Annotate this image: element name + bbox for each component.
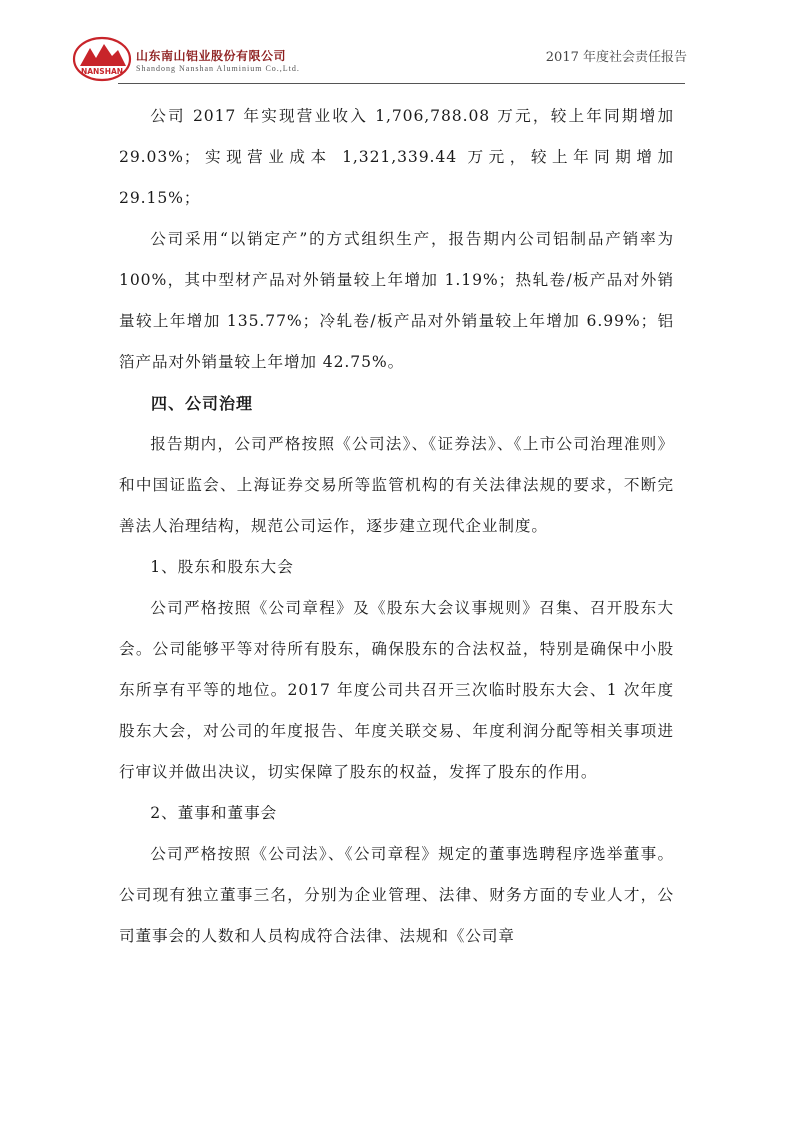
report-title: 2017 年度社会责任报告 bbox=[545, 50, 687, 65]
page-header bbox=[0, 0, 793, 92]
nanshan-logo bbox=[72, 36, 132, 82]
paragraph-shareholders: 公司严格按照《公司章程》及《股东大会议事规则》召集、召开股东大会。公司能够平等对待所有股东，确保股东的合法权益，特别是确保中小股东所享有平等的地位。2017 年度公司共召开三次临时股东大会、1 次年度股东大会，对公司的年度报告、年度关联交易、年度利润分配等相关事项进行审议并做出决议，切实保障了股东的权益，发挥了股东的作用。 bbox=[119, 599, 674, 781]
paragraph-sales: 公司采用“以销定产”的方式组织生产，报告期内公司铝制品产销率为 100%，其中型材产品对外销量较上年增加 1.19%；热轧卷/板产品对外销量较上年增加 135.77%；冷轧卷/板产品对外销量较上年增加 6.99%；铝箔产品对外销量较上年增加 42.75%。 bbox=[119, 230, 674, 371]
logo-text: NANSHAN bbox=[80, 67, 124, 76]
subheading-directors: 2、董事和董事会 bbox=[150, 804, 278, 822]
paragraph-revenue: 公司 2017 年实现营业收入 1,706,788.08 万元，较上年同期增加 29.03%；实现营业成本 1,321,339.44 万元，较上年同期增加 29.15%； bbox=[119, 107, 674, 207]
subheading-shareholders: 1、股东和股东大会 bbox=[150, 558, 294, 576]
header-rule bbox=[118, 83, 685, 84]
company-name-en: Shandong Nanshan Aluminium Co.,Ltd. bbox=[136, 64, 300, 73]
paragraph-governance: 报告期内，公司严格按照《公司法》、《证券法》、《上市公司治理准则》和中国证监会、上海证券交易所等监管机构的有关法律法规的要求，不断完善法人治理结构，规范公司运作，逐步建立现代企业制度。 bbox=[119, 435, 674, 535]
section-heading: 四、公司治理 bbox=[151, 394, 254, 413]
paragraph-directors: 公司严格按照《公司法》、《公司章程》规定的董事选聘程序选举董事。公司现有独立董事三名，分别为企业管理、法律、财务方面的专业人才，公司董事会的人数和人员构成符合法律、法规和《公司章 bbox=[119, 845, 674, 945]
document-body bbox=[119, 96, 674, 957]
company-name-cn: 山东南山铝业股份有限公司 bbox=[136, 49, 287, 63]
